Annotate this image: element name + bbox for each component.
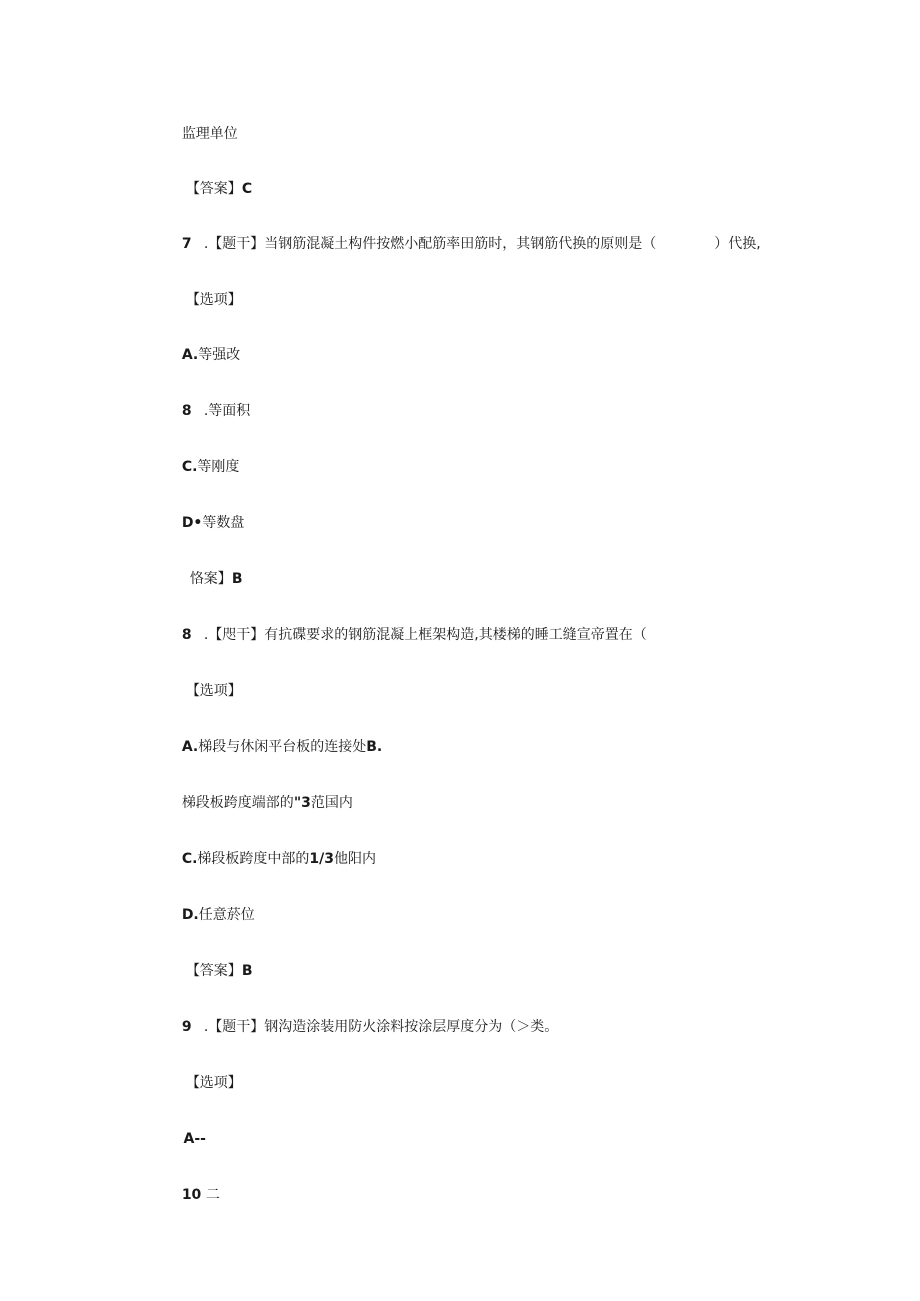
answer-value: B	[231, 571, 243, 587]
question-line	[164, 997, 558, 1057]
question-line	[164, 605, 647, 665]
answer-line	[168, 941, 252, 1001]
option-line	[164, 437, 239, 497]
option-letter: D•	[181, 515, 203, 531]
answer-label: 【答案】	[185, 181, 242, 197]
options-header	[168, 270, 242, 330]
options-label: 【选项】	[185, 1075, 242, 1091]
option-text: 梯段与休闲平台板的连接处	[198, 739, 367, 755]
question-text-tail: ）代换,	[714, 236, 761, 252]
question-number: 7	[181, 236, 192, 252]
option-letter: A.	[181, 347, 199, 363]
option-letter: A.	[181, 739, 199, 755]
option-letter: C.	[181, 851, 198, 867]
option-number: 10	[181, 1187, 202, 1203]
option-text: .等面积	[203, 403, 251, 419]
option-fraction: 1/3	[309, 851, 335, 867]
option-line	[164, 1109, 206, 1169]
option-text: 梯段板跨度端部的	[181, 795, 294, 811]
answer-line	[172, 549, 242, 609]
options-header	[168, 661, 242, 721]
question-number: 9	[181, 1019, 192, 1035]
option-line	[164, 381, 250, 441]
question-text: .【题干】当钢筋混凝土构件按燃小配筋率田筋时，其钢筋代换的原则是（	[203, 236, 657, 252]
text-line	[164, 104, 238, 164]
option-line	[164, 829, 376, 889]
answer-label: 【答案】	[185, 963, 242, 979]
option-line	[164, 493, 244, 553]
question-line	[164, 214, 761, 274]
answer-value: C	[241, 181, 253, 197]
option-line	[164, 885, 255, 945]
option-line	[164, 1165, 220, 1225]
question-number: 8	[181, 627, 192, 643]
option-letter: D.	[181, 907, 199, 923]
options-label: 【选项】	[185, 683, 242, 699]
option-text-tail: 范国内	[310, 795, 353, 811]
option-text: 等数盘	[202, 515, 245, 531]
option-text: 二	[205, 1187, 220, 1203]
option-text: 任意菸位	[198, 907, 255, 923]
option-number: 8	[181, 403, 192, 419]
option-line	[164, 325, 240, 385]
option-letter: C.	[181, 459, 198, 475]
answer-value: B	[241, 963, 253, 979]
option-number-text: "3	[293, 795, 311, 811]
option-line	[164, 773, 353, 833]
option-text-tail: 他阳内	[334, 851, 377, 867]
option-line	[164, 717, 382, 777]
answer-label: 恪案】	[189, 571, 232, 587]
option-text: 等强改	[198, 347, 241, 363]
option-text: 等刚度	[197, 459, 240, 475]
option-text: 梯段板跨度中部的	[197, 851, 310, 867]
options-label: 【选项】	[185, 292, 242, 308]
options-header	[168, 1053, 242, 1113]
option-letter-next: B.	[366, 739, 383, 755]
line-text: 监理单位	[181, 126, 238, 142]
option-text: A--	[183, 1131, 206, 1147]
answer-line	[168, 159, 252, 219]
question-text: .【题干】钢沟造涂装用防火涂料按涂层厚度分为（＞类。	[203, 1019, 559, 1035]
question-text: .【咫干】有抗碟要求的钢筋混凝上框架构造,其楼梯的睡工缝宣帝置在（	[203, 627, 647, 643]
